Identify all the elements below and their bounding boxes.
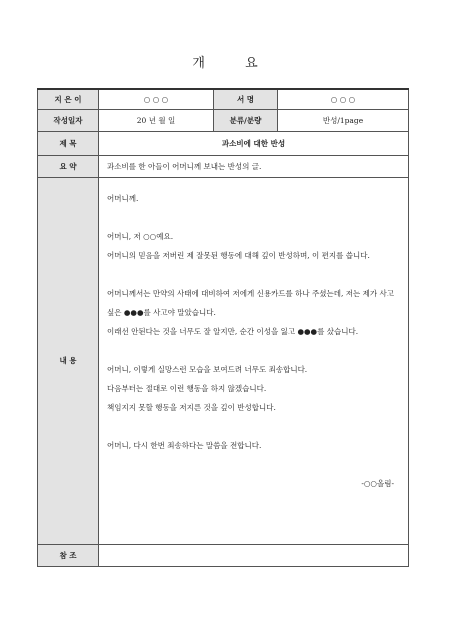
page-title: 개 요 [192,56,276,71]
letter-paragraph: 이래선 안된다는 것을 너무도 잘 알지만, 순간 이성을 잃고 ●●●를 샀습니다. [107,326,359,336]
author-value: ○ ○ ○ [99,89,214,109]
letter-paragraph: 다음부터는 절대로 이런 행동을 하지 않겠습니다. [107,383,267,393]
date-row [38,109,409,131]
letter-paragraph: 책임지지 못할 행동을 저지른 것을 깊이 반성합니다. [107,402,276,412]
letter-signature: -○○올림- [361,478,394,488]
subject-label: 제 목 [38,131,99,155]
content-row [38,177,409,544]
reference-value [99,544,409,566]
reference-label: 참 조 [38,544,99,566]
summary-form-table [37,88,409,567]
subject-value: 과소비에 대한 반성 [99,131,409,155]
letter-paragraph: 어머니께서는 만약의 사태에 대비하여 저에게 신용카드를 하나 주셨는데, 저는 제가 사고 싶은 ●●●를 사고야 말았습니다. [107,288,395,317]
letter-salutation: 어머니께. [107,193,139,203]
subject-row [38,131,409,155]
letter-paragraph: 어머니, 이렇게 실망스런 모습을 보여드려 너무도 죄송합니다. [107,364,308,374]
content-label: 내 용 [38,177,99,544]
summary-row [38,155,409,177]
summary-value: 과소비를 한 아들이 어머니께 보내는 반성의 글. [99,155,409,177]
author-row [38,89,409,109]
signer-value: ○ ○ ○ [278,89,409,109]
signer-label: 서 명 [214,89,278,109]
date-value: 20 년 월 일 [99,109,214,131]
letter-paragraph: 어머니, 다시 한번 죄송하다는 말씀을 전합니다. [107,440,262,450]
reference-row [38,544,409,566]
category-label: 분류/분량 [214,109,278,131]
summary-label: 요 약 [38,155,99,177]
letter-paragraph: 어머니의 믿음을 저버린 제 잘못된 행동에 대해 깊이 반성하며, 이 편지를 씁니다. [107,250,370,260]
category-value: 반성/1page [278,109,409,131]
author-label: 지 은 이 [38,89,99,109]
date-label: 작성일자 [38,109,99,131]
letter-body [99,177,409,544]
letter-paragraph: 어머니, 저 ○○예요. [107,231,174,241]
